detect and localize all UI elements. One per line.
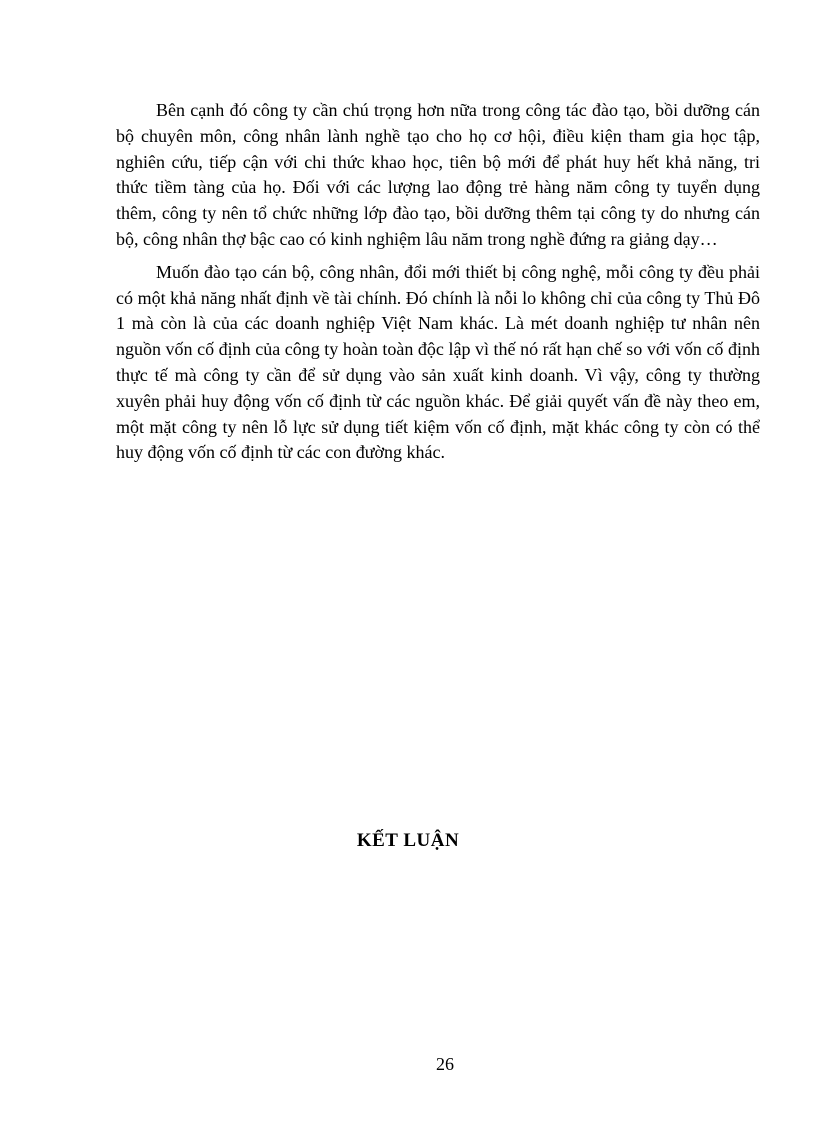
body-text [116,98,760,473]
paragraph-finance: Muốn đào tạo cán bộ, công nhân, đổi mới thiết bị công nghệ, mỗi công ty đều phải có một khả năng nhất định về tài chính. Đó chính là nỗi lo không chỉ của công ty Thủ Đô 1 mà còn là của các doanh nghiệp Việt Nam khác. Là mét doanh nghiệp tư nhân nên nguồn vốn cố định của công ty hoàn toàn độc lập vì thế nó rất hạn chế so với vốn cố định thực tế mà công ty cần để sử dụng vào sản xuất kinh doanh. Vì vậy, công ty thường xuyên phải huy động vốn cố định từ các nguồn khác. Để giải quyết vấn đề này theo em, một mặt công ty nên lỗ lực sử dụng tiết kiệm vốn cố định, mặt khác công ty còn có thể huy động vốn cố định từ các con đường khác. [116,261,760,463]
paragraph-training: Bên cạnh đó công ty cần chú trọng hơn nữa trong công tác đào tạo, bồi dưỡng cán bộ chuyên môn, công nhân lành nghề tạo cho họ cơ hội, điều kiện tham gia học tập, nghiên cứu, tiếp cận với chi thức khao học, tiên bộ mới để phát huy hết khả năng, tri thức tiềm tàng của họ. Đối với các lượng lao động trẻ hàng năm công ty tuyển dụng thêm, công ty nên tổ chức những lớp đào tạo, bồi dưỡng thêm tại công ty do nhưng cán bộ, công nhân thợ bậc cao có kinh nghiệm lâu năm trong nghề đứng ra giảng dạy… [116,100,760,249]
page-number: 26 [436,1054,454,1074]
section-heading: KẾT LUẬN [356,830,460,851]
